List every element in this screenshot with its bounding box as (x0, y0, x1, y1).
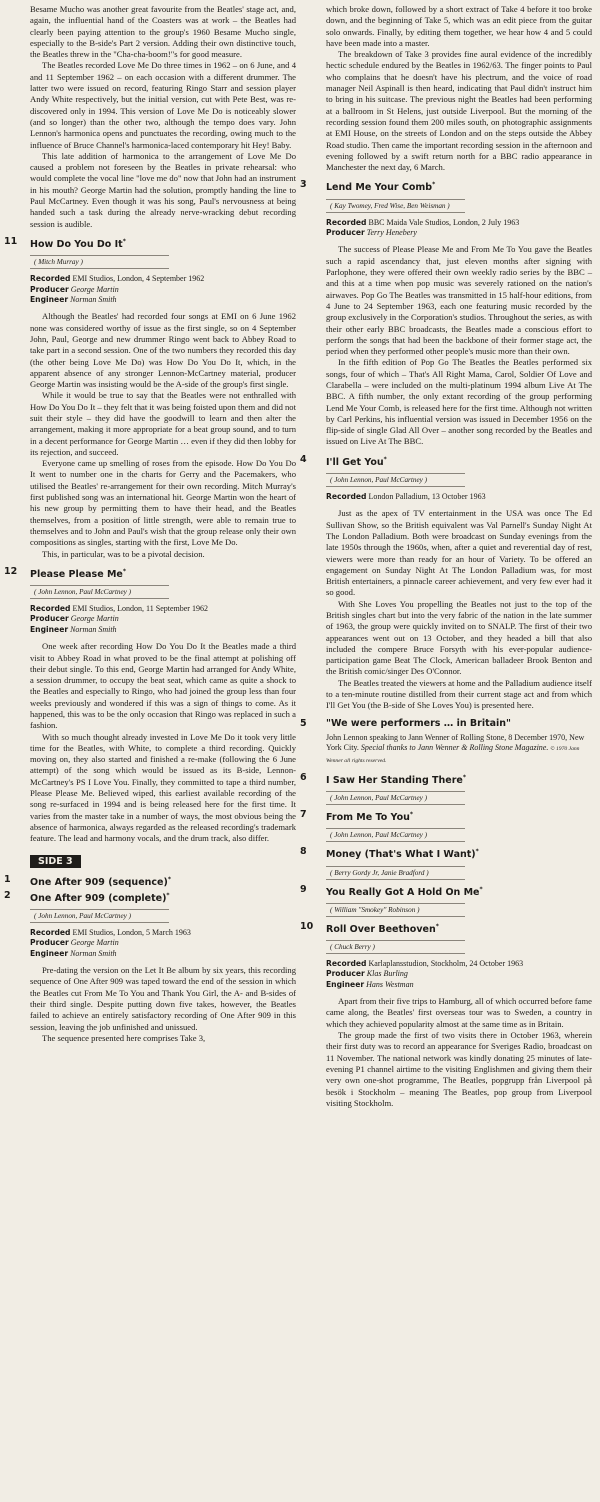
track-number: 7 (300, 809, 307, 821)
body-paragraph: Just as the apex of TV entertainment in the USA was once The Ed Sullivan Show, so the British equivalent was Val Parnell's Sunday Night At The London Palladium. Both were broadcast on Sunday evenings from the late 1950s through the 1960s, when, after a quiet and reverential day of rest, viewers were more than ready for an hour of Variety. To be offered an engagement on Sunday Night At The London Palladium was, for most British entertainers, a pinnacle career achievement, and very few ever had it so good. (326, 508, 592, 598)
track-number: 4 (300, 453, 307, 465)
body-paragraph: This late addition of harmonica to the arrangement of Love Me Do caused a problem not foreseen by the Beatles in private rehearsal: who would complete the vocal line "love me do" now that John had an instrument in his mouth? George Martin had the solution, promptly handing the line to Paul McCartney. Even though it was his song, Paul's nervousness at being handed such a task during the already nerve-wracking debut recording session is audible. (30, 150, 296, 229)
credit-value: Norman Smith (70, 948, 117, 958)
track-title: I Saw Her Standing There (326, 775, 463, 787)
songwriter-credit: ( Berry Gordy Jr, Janie Bradford ) (326, 866, 465, 880)
credit-label: Producer (30, 284, 69, 294)
track-number: 9 (300, 883, 307, 895)
credit-value: Hans Westman (366, 979, 414, 989)
credit-label: Producer (326, 228, 365, 238)
credit-value: Klas Burling (366, 969, 408, 979)
credit-value: Terry Henebery (366, 228, 417, 238)
credit-label: Producer (326, 969, 365, 979)
asterisk-icon: * (432, 181, 436, 189)
track-entry-3 (300, 179, 592, 447)
track-number: 1 (4, 873, 11, 885)
track-entry-5 (300, 717, 592, 767)
credit-label: Engineer (30, 948, 69, 958)
track-title: From Me To You (326, 812, 410, 824)
credit-value: EMI Studios, London, 11 September 1962 (72, 604, 208, 613)
songwriter-credit: ( John Lennon, Paul McCartney ) (326, 473, 465, 487)
track-number: 11 (4, 235, 18, 247)
track-entry-7 (300, 809, 592, 843)
track-title: How Do You Do It (30, 239, 123, 251)
track-title: Money (That's What I Want) (326, 849, 476, 861)
session-credits (30, 274, 296, 305)
track-title: "We were performers … in Britain" (326, 717, 511, 729)
track-title: I'll Get You (326, 456, 384, 468)
credit-value: London Palladium, 13 October 1963 (368, 491, 486, 501)
songwriter-credit: ( John Lennon, Paul McCartney ) (326, 791, 465, 805)
asterisk-icon: * (475, 848, 479, 856)
body-paragraph: The breakdown of Take 3 provides fine aural evidence of the incredibly hectic schedule endured by the Beatles in 1962/63. The finger points to Paul who complains that he doesn't have his plectrum, and the voice of road manager Neil Aspinall is then heard, indicating that Paul didn't instruct him to bring in his suitcase. The previous night the Beatles had been performing at a ballroom in St Helens, just outside Liverpool. But the morning of the recording session found them 200 miles south, on photographic assignments at EMI House, on the streets of London and on the steps outside the Abbey Road studio. Then came the important recording session in the afternoon and evening followed by a swift return north for a BBC radio appearance in Manchester the next day, 6 March. (326, 49, 592, 173)
session-credits (30, 928, 296, 959)
track-title: You Really Got A Hold On Me (326, 886, 480, 898)
asterisk-icon: * (166, 891, 170, 899)
credit-value: George Martin (70, 284, 119, 294)
body-paragraph: The success of Please Please Me and From Me To You gave the Beatles such a rapid ascendancy that, just eleven months after signing with Parlophone, they were offered their own weekly radio series by the BBC – and this at a time when pop music was severely rationed on the nation's airwaves. Pop Go The Beatles was transmitted in 15 half-hour editions, from 4 June to 24 September 1963, each one featuring music recorded by the group exclusively in the Corporation's studios. Throughout the series, as with their other early BBC broadcasts, the Beatles made a conscious effort to perform the songs that had been the backbone of their former stage act, the period when they performed other people's music more than their own. (326, 244, 592, 357)
track-entry-9 (300, 883, 592, 918)
track-entry-1 (4, 873, 296, 889)
track-entry-2 (4, 889, 296, 1044)
body-paragraph: The sequence presented here comprises Take 3, (42, 1032, 206, 1043)
asterisk-icon: * (383, 455, 387, 463)
asterisk-icon: * (122, 567, 126, 575)
asterisk-icon: * (409, 811, 413, 819)
session-credits (30, 604, 296, 635)
session-credits (326, 959, 592, 990)
songwriter-credit: ( Chuck Berry ) (326, 940, 465, 954)
right-column (300, 4, 592, 1502)
left-column (6, 4, 296, 1502)
body-paragraph: One week after recording How Do You Do It the Beatles made a third visit to Abbey Road in what proved to be the final attempt at polishing off their debut single. To this end, George Martin had arranged for Andy White, a session drummer, to occupy the beat seat, which came as quite a shock to the Beatles and especially to Ringo, who had joined the group less than four weeks previously and wondered if this was a sign of things to come. As it happened, this was to be the only occasion that Ringo was replaced in such a fashion. (30, 641, 296, 731)
credit-label: Recorded (326, 958, 367, 968)
track-entry-12 (4, 565, 296, 845)
credit-label: Recorded (326, 491, 367, 501)
asterisk-icon: * (462, 774, 467, 782)
credit-label: Recorded (30, 927, 71, 937)
songwriter-credit: ( John Lennon, Paul McCartney ) (326, 828, 465, 842)
track-number: 12 (4, 565, 18, 577)
credit-value: EMI Studios, London, 5 March 1963 (72, 927, 191, 937)
songwriter-credit: ( John Lennon, Paul McCartney ) (30, 909, 169, 923)
body-paragraph: The Beatles recorded Love Me Do three times in 1962 – on 6 June, and 4 and 11 September 1962 – on each occasion with a different drummer. The latter two were issued on record, featuring Ringo Starr and session player Andy White respectively, but the initial version, cut with Pete Best, was re-discovered only in 1994. This version of Love Me Do is noticeably slower (and so longer) than the other two, although the tempo does vary. John Lennon's harmonica opens and punctuates the recording, owing much to the influence of Bruce Channel's harmonica-laced contemporary hit Hey! Baby. (30, 60, 296, 150)
track-number: 5 (300, 717, 307, 729)
session-credits (326, 492, 592, 502)
track-number: 6 (300, 772, 307, 784)
body-paragraph: With so much thought already invested in Love Me Do it took very little time for the Beatles, with White, to complete a third recording. Quickly moving on, they also started and finished a re-make (following the 6 June attempt) of the song which would be issued as its B-side, Lennon-McCartney's PS I Love You. Finally, they committed to tape a third number, Please Please Me. Believed wiped, this earliest available recording of the song re-surfaced in 1994 and is being released here for the first time. It varies from the master take in a number of ways, the most obvious being the absence of harmonica, always regarded as the released recording's trademark feature. The lead and harmony vocals, and the drum track, also differ. (30, 731, 296, 844)
body-paragraph: Everyone came up smelling of roses from the episode. How Do You Do It went to number one in the charts for Gerry and the Pacemakers, who utilised the Beatles' re-arrangement for their own recording. Mitch Murray's first published song was an international hit. George Martin won the heart of his new group by permitting them to have their head, and the Beatles themselves, from a position of little strength, were able to remain true to themselves and to John and Paul's wish that the group release only their own compositions as singles, starting with the first, Love Me Do. (30, 458, 296, 548)
credit-label: Producer (30, 938, 69, 948)
body-paragraph: Although the Beatles' had recorded four songs at EMI on 6 June 1962 none was considered worthy of issue as the first single, so on 4 September John, Paul, George and new drummer Ringo went back to Abbey Road to take part in a second session. One of the two numbers they recorded this day (the other being Love Me Do) was How Do You Do It, which, in the apparent absence of any stronger Lennon-McCartney material, producer George Martin was insisting would be the A-side of the group's first single. (30, 311, 296, 390)
body-paragraph: Besame Mucho was another great favourite from the Beatles' stage act, and, again, the influential hand of the Coasters was at work – the Beatles had clearly been paying attention to the group's 1960 Besame Mucho single, especially to the B-side's Part 2 version. Adding their own distinctive touch, the Beatles threw in the "Cha-cha-boom!"s for good measure. (30, 4, 296, 60)
songwriter-credit: ( John Lennon, Paul McCartney ) (30, 585, 169, 599)
asterisk-icon: * (122, 237, 126, 245)
songwriter-credit: ( Mitch Murray ) (30, 255, 169, 269)
track-entry-11 (4, 235, 296, 560)
body-paragraph: While it would be true to say that the Beatles were not enthralled with How Do You Do It – they felt that it was being foisted upon them and did not suit their style – they did have the goodwill to learn and then alter the arrangement, making it more appropriate for a beat group sound, and to turn in a decent performance for George Martin … even if they did then lobby for its rejection, and succeed. (30, 390, 296, 457)
track-title: Please Please Me (30, 569, 123, 580)
quote-source-note: John Lennon speaking to Jann Wenner of Rolling Stone, 8 December 1970, New York City. Special thanks to Jann Wenner & Rolling Stone Magazine. © 1970 Jann Wenner all rights reserved. (326, 732, 585, 764)
track-title: Lend Me Your Comb (326, 182, 433, 194)
body-paragraph: In the fifth edition of Pop Go The Beatles the Beatles performed six songs, four of which – That's All Right Mama, Carol, Soldier Of Love and Clarabella – were included on the multi-platinum 1994 album Live At The BBC. A fifth number, the only extant recording of the group performing Lend Me Your Comb, is released here for the first time. Although not written by Carl Perkins, his influential version was issued in December 1956 on the flip-side of single Glad All Over – another song recorded by the Beatles and issued on Live At The BBC. (326, 357, 592, 447)
body-paragraph: Apart from their five trips to Hamburg, all of which occurred before fame came along, the Beatles' first overseas tour was to Sweden, a country in which they achieved popularity almost at the same time as in Britain. (326, 996, 592, 1029)
credit-value: Norman Smith (70, 294, 117, 304)
track-number: 8 (300, 846, 307, 858)
body-paragraph: which broke down, followed by a short extract of Take 4 before it too broke down, and the beginning of Take 5, which was an edit piece from the guitar solo onwards. Finally, by editing them together, we hear how 4 and 5 could have been made into a master. (326, 4, 592, 48)
asterisk-icon: * (435, 922, 439, 930)
track-entry-8 (300, 846, 592, 880)
songwriter-credit: ( William "Smokey" Robinson ) (326, 903, 465, 917)
body-paragraph: Pre-dating the version on the Let It Be album by six years, this recording sequence of One After 909 was taped toward the end of the session in which the Beatles cut From Me To You and Thank You Girl, the A- and B-sides of their third single. Despite putting down five takes, however, the Beatles failed to achieve an entirely satisfactory recording of One After 909 in this session, leaving the job unfinished and unissued. (30, 965, 296, 1032)
credit-value: George Martin (70, 614, 119, 624)
side-heading: SIDE 3 (30, 855, 81, 868)
track-number: 3 (300, 179, 307, 191)
asterisk-icon: * (167, 875, 171, 883)
session-credits (326, 218, 592, 239)
track-entry-4 (300, 453, 592, 712)
credit-label: Recorded (30, 274, 71, 284)
credit-label: Engineer (30, 294, 69, 304)
credit-label: Producer (30, 614, 69, 624)
credit-label: Engineer (326, 979, 365, 989)
track-title: Roll Over Beethoven (326, 923, 436, 935)
body-paragraph: The Beatles treated the viewers at home and the Palladium audience itself to a ten-minute routine distilled from their current stage act and from which I'll Get You (the B-side of She Loves You) is presented here. (326, 677, 592, 711)
body-paragraph: The group made the first of two visits there in October 1963, wherein their first duty was to record an appearance for Sveriges Radio, broadcast on 11 November. The national network was kindly donating 25 minutes of late-evening P1 channel airtime to the visiting Englishmen and giving them their very own one-shot programme, The Beatles, popgrupp från Liverpool på besök i Stockholm – meaning The Beatles, pop group from Liverpool visiting Stockholm. (326, 1030, 592, 1108)
track-entry-6 (300, 772, 592, 806)
credit-value: Norman Smith (70, 624, 117, 634)
credit-value: Karlaplansstudion, Stockholm, 24 October 1963 (368, 958, 524, 968)
credit-value: George Martin (70, 938, 119, 948)
credit-label: Recorded (30, 604, 71, 613)
body-paragraph: This, in particular, was to be a pivotal decision. (42, 548, 205, 559)
track-title: One After 909 (complete) (30, 892, 167, 904)
credit-value: EMI Studios, London, 4 September 1962 (72, 274, 205, 284)
track-number: 10 (300, 920, 314, 932)
credit-value: BBC Maida Vale Studios, London, 2 July 1963 (368, 217, 520, 227)
credit-label: Recorded (326, 217, 367, 227)
track-title: One After 909 (sequence) (30, 876, 168, 888)
songwriter-credit: ( Kay Twomey, Fred Wise, Ben Weisman ) (326, 199, 465, 213)
credit-label: Engineer (30, 624, 69, 634)
track-number: 2 (4, 889, 11, 901)
asterisk-icon: * (479, 885, 483, 893)
body-paragraph: With She Loves You propelling the Beatles not just to the top of the British singles chart but into the very fabric of the nation in the late summer of 1963, the group were quickly invited on to SNALP. The first of their two appearances went out on 13 October, and they headed a bill that also included the compere Bruce Forsyth with his ever-popular audience-participation game Beat The Clock, American balladeer Brook Benton and the British comic/singer Des O'Connor. (326, 598, 592, 677)
track-entry-10 (300, 920, 592, 1109)
